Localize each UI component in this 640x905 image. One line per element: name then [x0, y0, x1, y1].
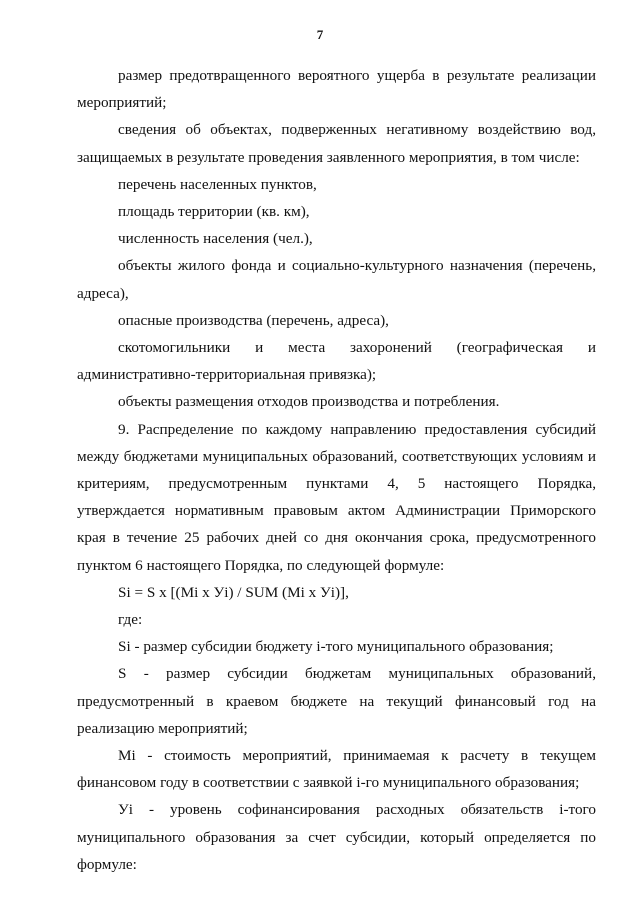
text-line: критериям, предусмотренным пунктами 4, 5 настоящего Порядка, [77, 475, 596, 493]
text-line: скотомогильники и места захоронений (географическая и [118, 339, 596, 357]
text-line: финансовом году в соответствии с заявкой i-го муниципального образования; [77, 774, 580, 792]
text-line: между бюджетами муниципальных образований, соответствующих условиям и [77, 447, 596, 465]
text-line: 9. Распределение по каждому направлению предоставления субсидий [118, 420, 596, 438]
text-line: адреса), [77, 284, 129, 302]
text-line: утверждается нормативным правовым актом Администрации Приморского [77, 502, 596, 520]
formula: Si = S x [(Mi x Уi) / SUM (Mi x Уi)], [118, 583, 349, 601]
list-item: перечень населенных пунктов, [118, 175, 317, 193]
paragraph-objects-info [77, 116, 596, 170]
list-item [77, 252, 596, 306]
text-line: предусмотренный в краевом бюджете на текущий финансовый год на [77, 692, 596, 710]
list-item: объекты размещения отходов производства и потребления. [118, 393, 500, 411]
document-body [77, 62, 596, 878]
paragraph-9-distribution [77, 416, 596, 579]
text-line: формуле: [77, 855, 137, 873]
text-line: муниципального образования за счет субсидии, который определяется по [77, 828, 596, 846]
list-item: площадь территории (кв. км), [118, 203, 310, 221]
definition-s [77, 660, 596, 742]
definition-si: Si - размер субсидии бюджету i-того муниципального образования; [118, 638, 554, 656]
list-item: опасные производства (перечень, адреса), [118, 311, 389, 329]
text-line: сведения об объектах, подверженных негативному воздействию вод, [118, 121, 596, 139]
text-line: края в течение 25 рабочих дней со дня окончания срока, предусмотренного [77, 529, 596, 547]
text-line: S - размер субсидии бюджетам муниципальных образований, [118, 665, 596, 683]
list-item: численность населения (чел.), [118, 230, 313, 248]
text-line: объекты жилого фонда и социально-культурного назначения (перечень, [118, 257, 596, 275]
definition-yi [77, 796, 596, 878]
list-item [77, 334, 596, 388]
text-line: административно-территориальная привязка); [77, 366, 377, 384]
page-number: 7 [316, 27, 324, 42]
definition-mi [77, 742, 596, 796]
paragraph-prevented-damage [77, 62, 596, 116]
formula-where: где: [118, 611, 143, 629]
text-line: мероприятий; [77, 94, 167, 112]
text-line: пунктом 6 настоящего Порядка, по следующей формуле: [77, 556, 445, 574]
text-line: размер предотвращенного вероятного ущерба в результате реализации [118, 67, 596, 84]
text-line: защищаемых в результате проведения заявленного мероприятия, в том числе: [77, 148, 580, 166]
text-line: Уi - уровень софинансирования расходных обязательств i-того [118, 801, 596, 819]
text-line: Mi - стоимость мероприятий, принимаемая к расчету в текущем [118, 747, 596, 765]
text-line: реализацию мероприятий; [77, 719, 248, 737]
